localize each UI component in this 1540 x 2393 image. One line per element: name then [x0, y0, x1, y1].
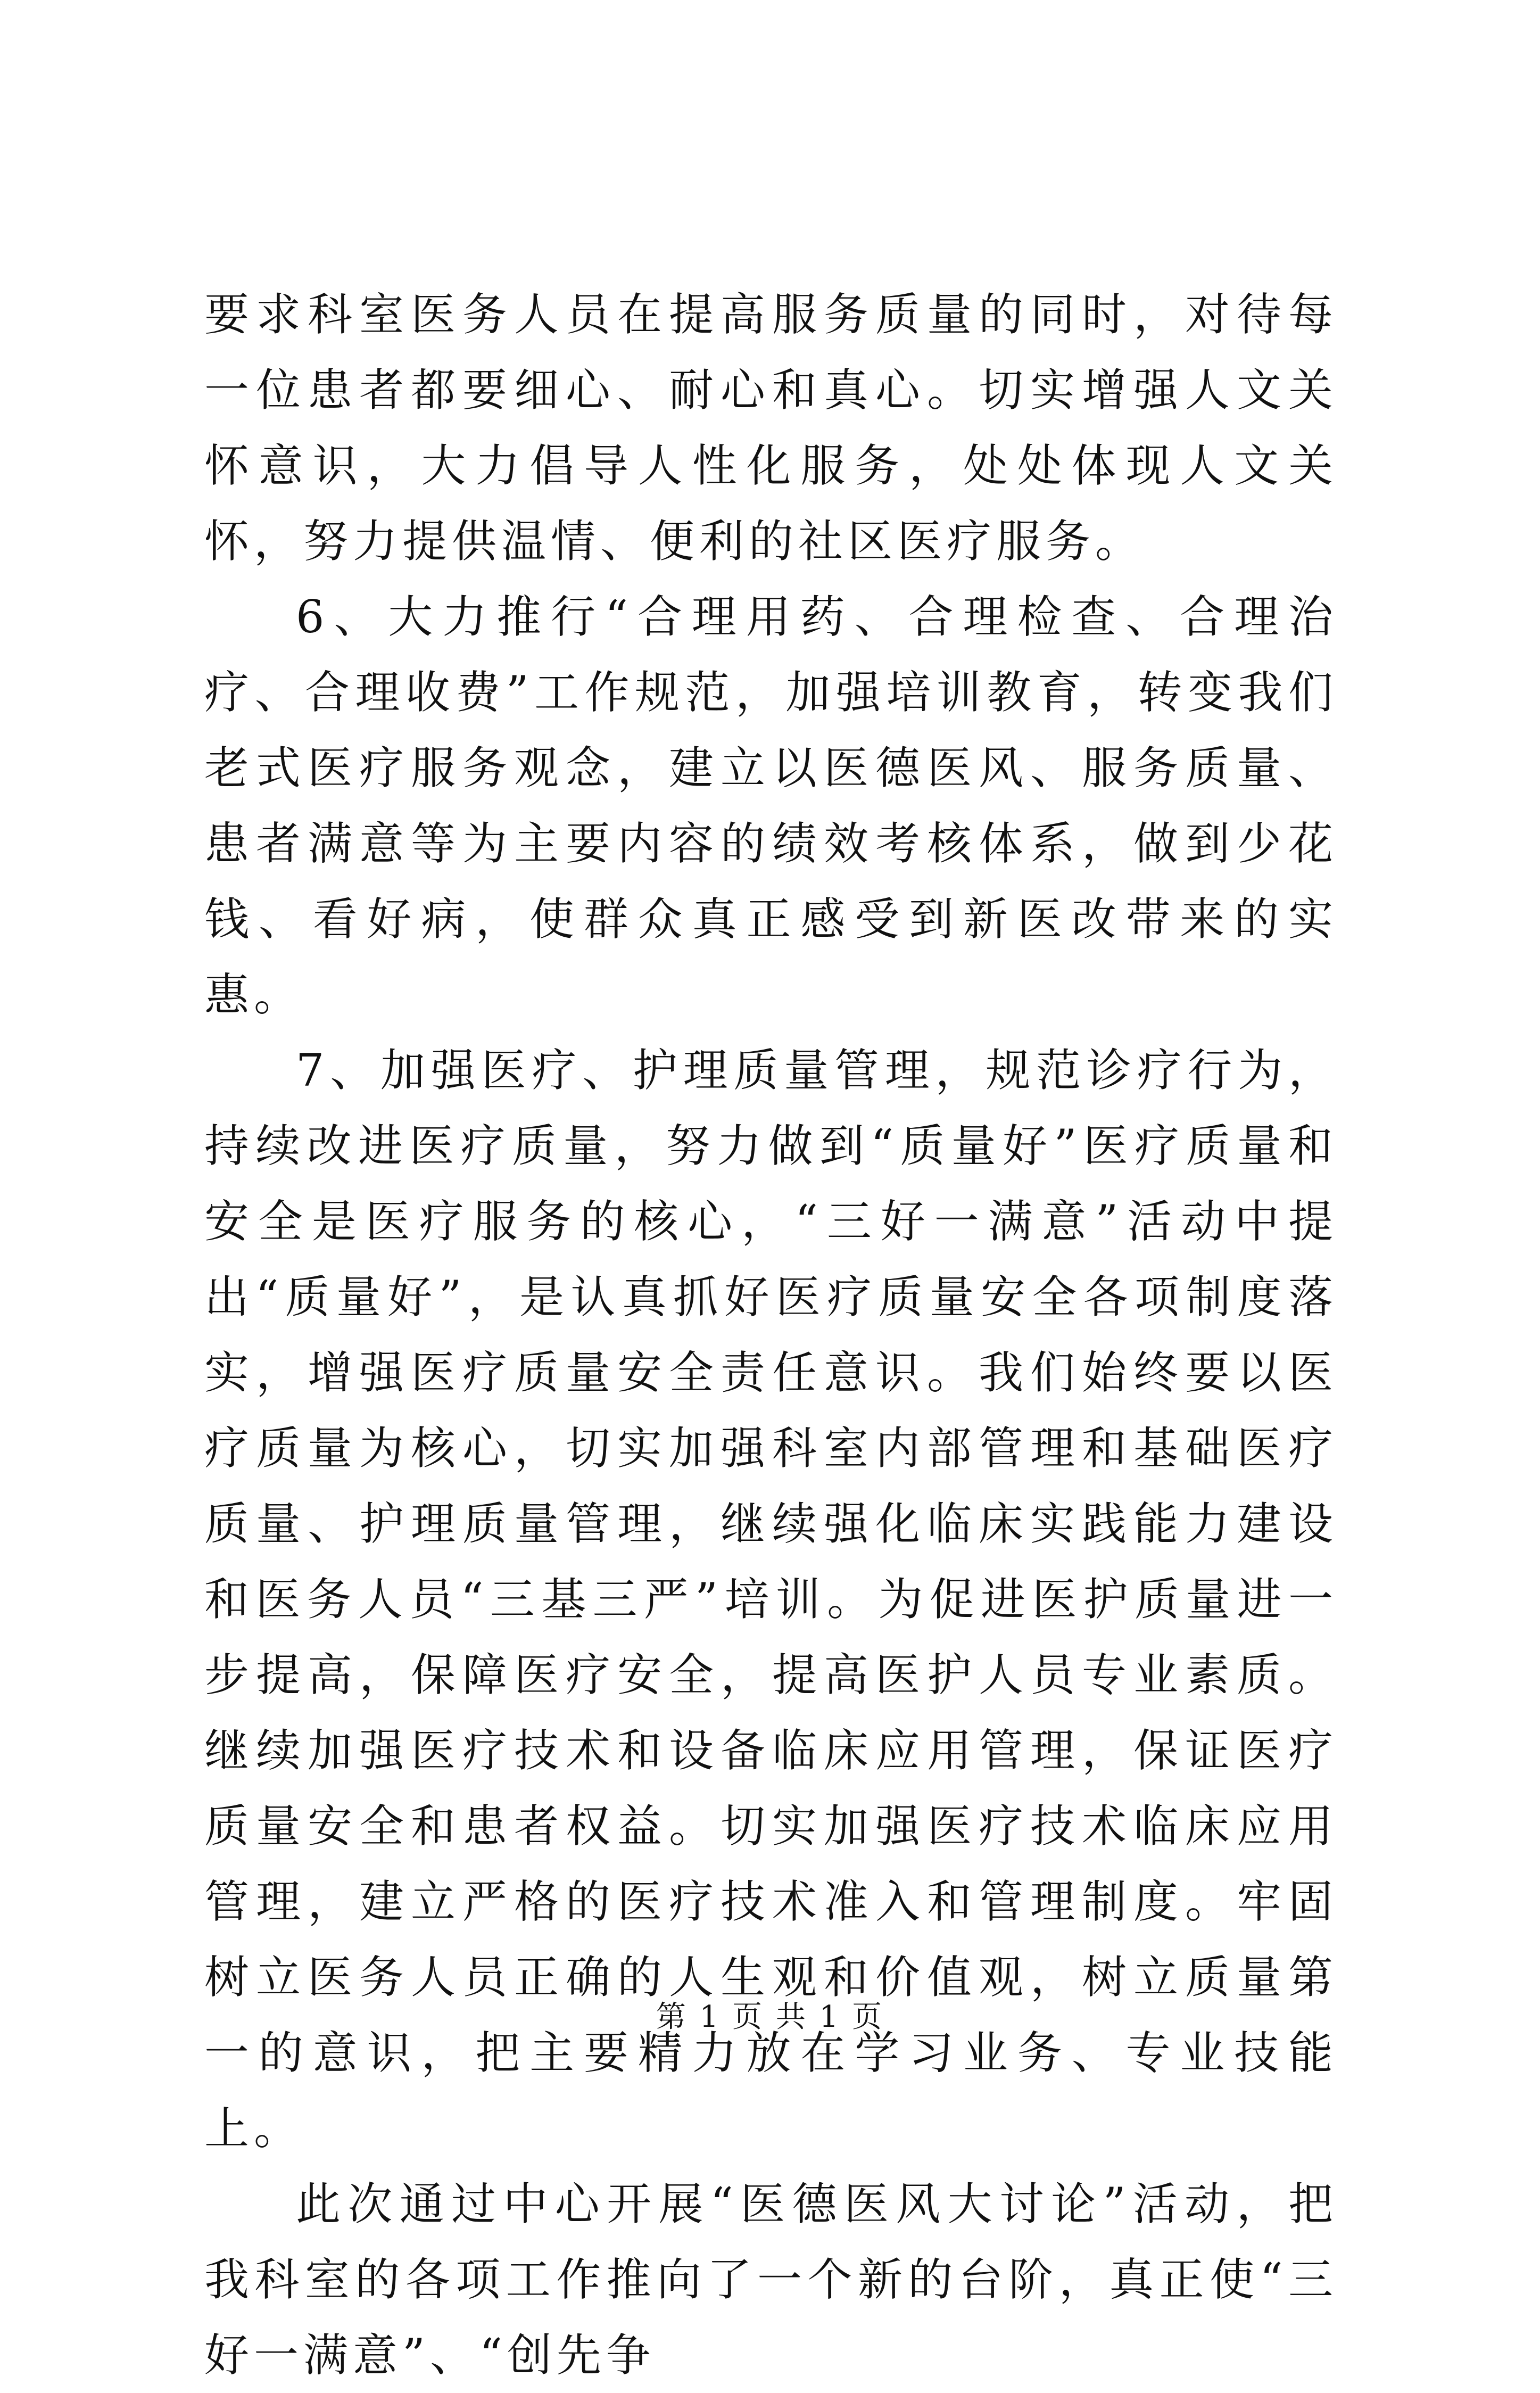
paragraph-2: 6、大力推行“合理用药、合理检查、合理治疗、合理收费”工作规范，加强培训教育，转变我们老式医疗服务观念，建立以医德医风、服务质量、患者满意等为主要内容的绩效考核体系，做到少花钱、看好病，使群众真正感受到新医改带来的实惠。 [204, 591, 1338, 1021]
paragraph-3: 7、加强医疗、护理质量管理，规范诊疗行为，持续改进医疗质量，努力做到“质量好”医疗质量和安全是医疗服务的核心，“三好一满意”活动中提出“质量好”，是认真抓好医疗质量安全各项制度落实，增强医疗质量安全责任意识。我们始终要以医疗质量为核心，切实加强科室内部管理和基础医疗质量、护理质量管理，继续强化临床实践能力建设和医务人员“三基三严”培训。为促进医护质量进一步提高，保障医疗安全，提高医护人员专业素质。继续加强医疗技术和设备临床应用管理，保证医疗质量安全和患者权益。切实加强医疗技术临床应用管理，建立严格的医疗技术准入和管理制度。牢固树立医务人员正确的人生观和价值观，树立质量第一的意识，把主要精力放在学习业务、专业技能上。 [204, 1044, 1338, 2155]
document-body [204, 277, 1338, 2393]
paragraph-1: 要求科室医务人员在提高服务质量的同时，对待每一位患者都要细心、耐心和真心。切实增强人文关怀意识，大力倡导人性化服务，处处体现人文关怀，努力提供温情、便利的社区医疗服务。 [204, 288, 1338, 567]
paragraph-4: 此次通过中心开展“医德医风大讨论”活动，把我科室的各项工作推向了一个新的台阶，真正使“三好一满意”、“创先争 [204, 2178, 1338, 2381]
page-footer: 第 1 页 共 1 页 [656, 2000, 884, 2034]
